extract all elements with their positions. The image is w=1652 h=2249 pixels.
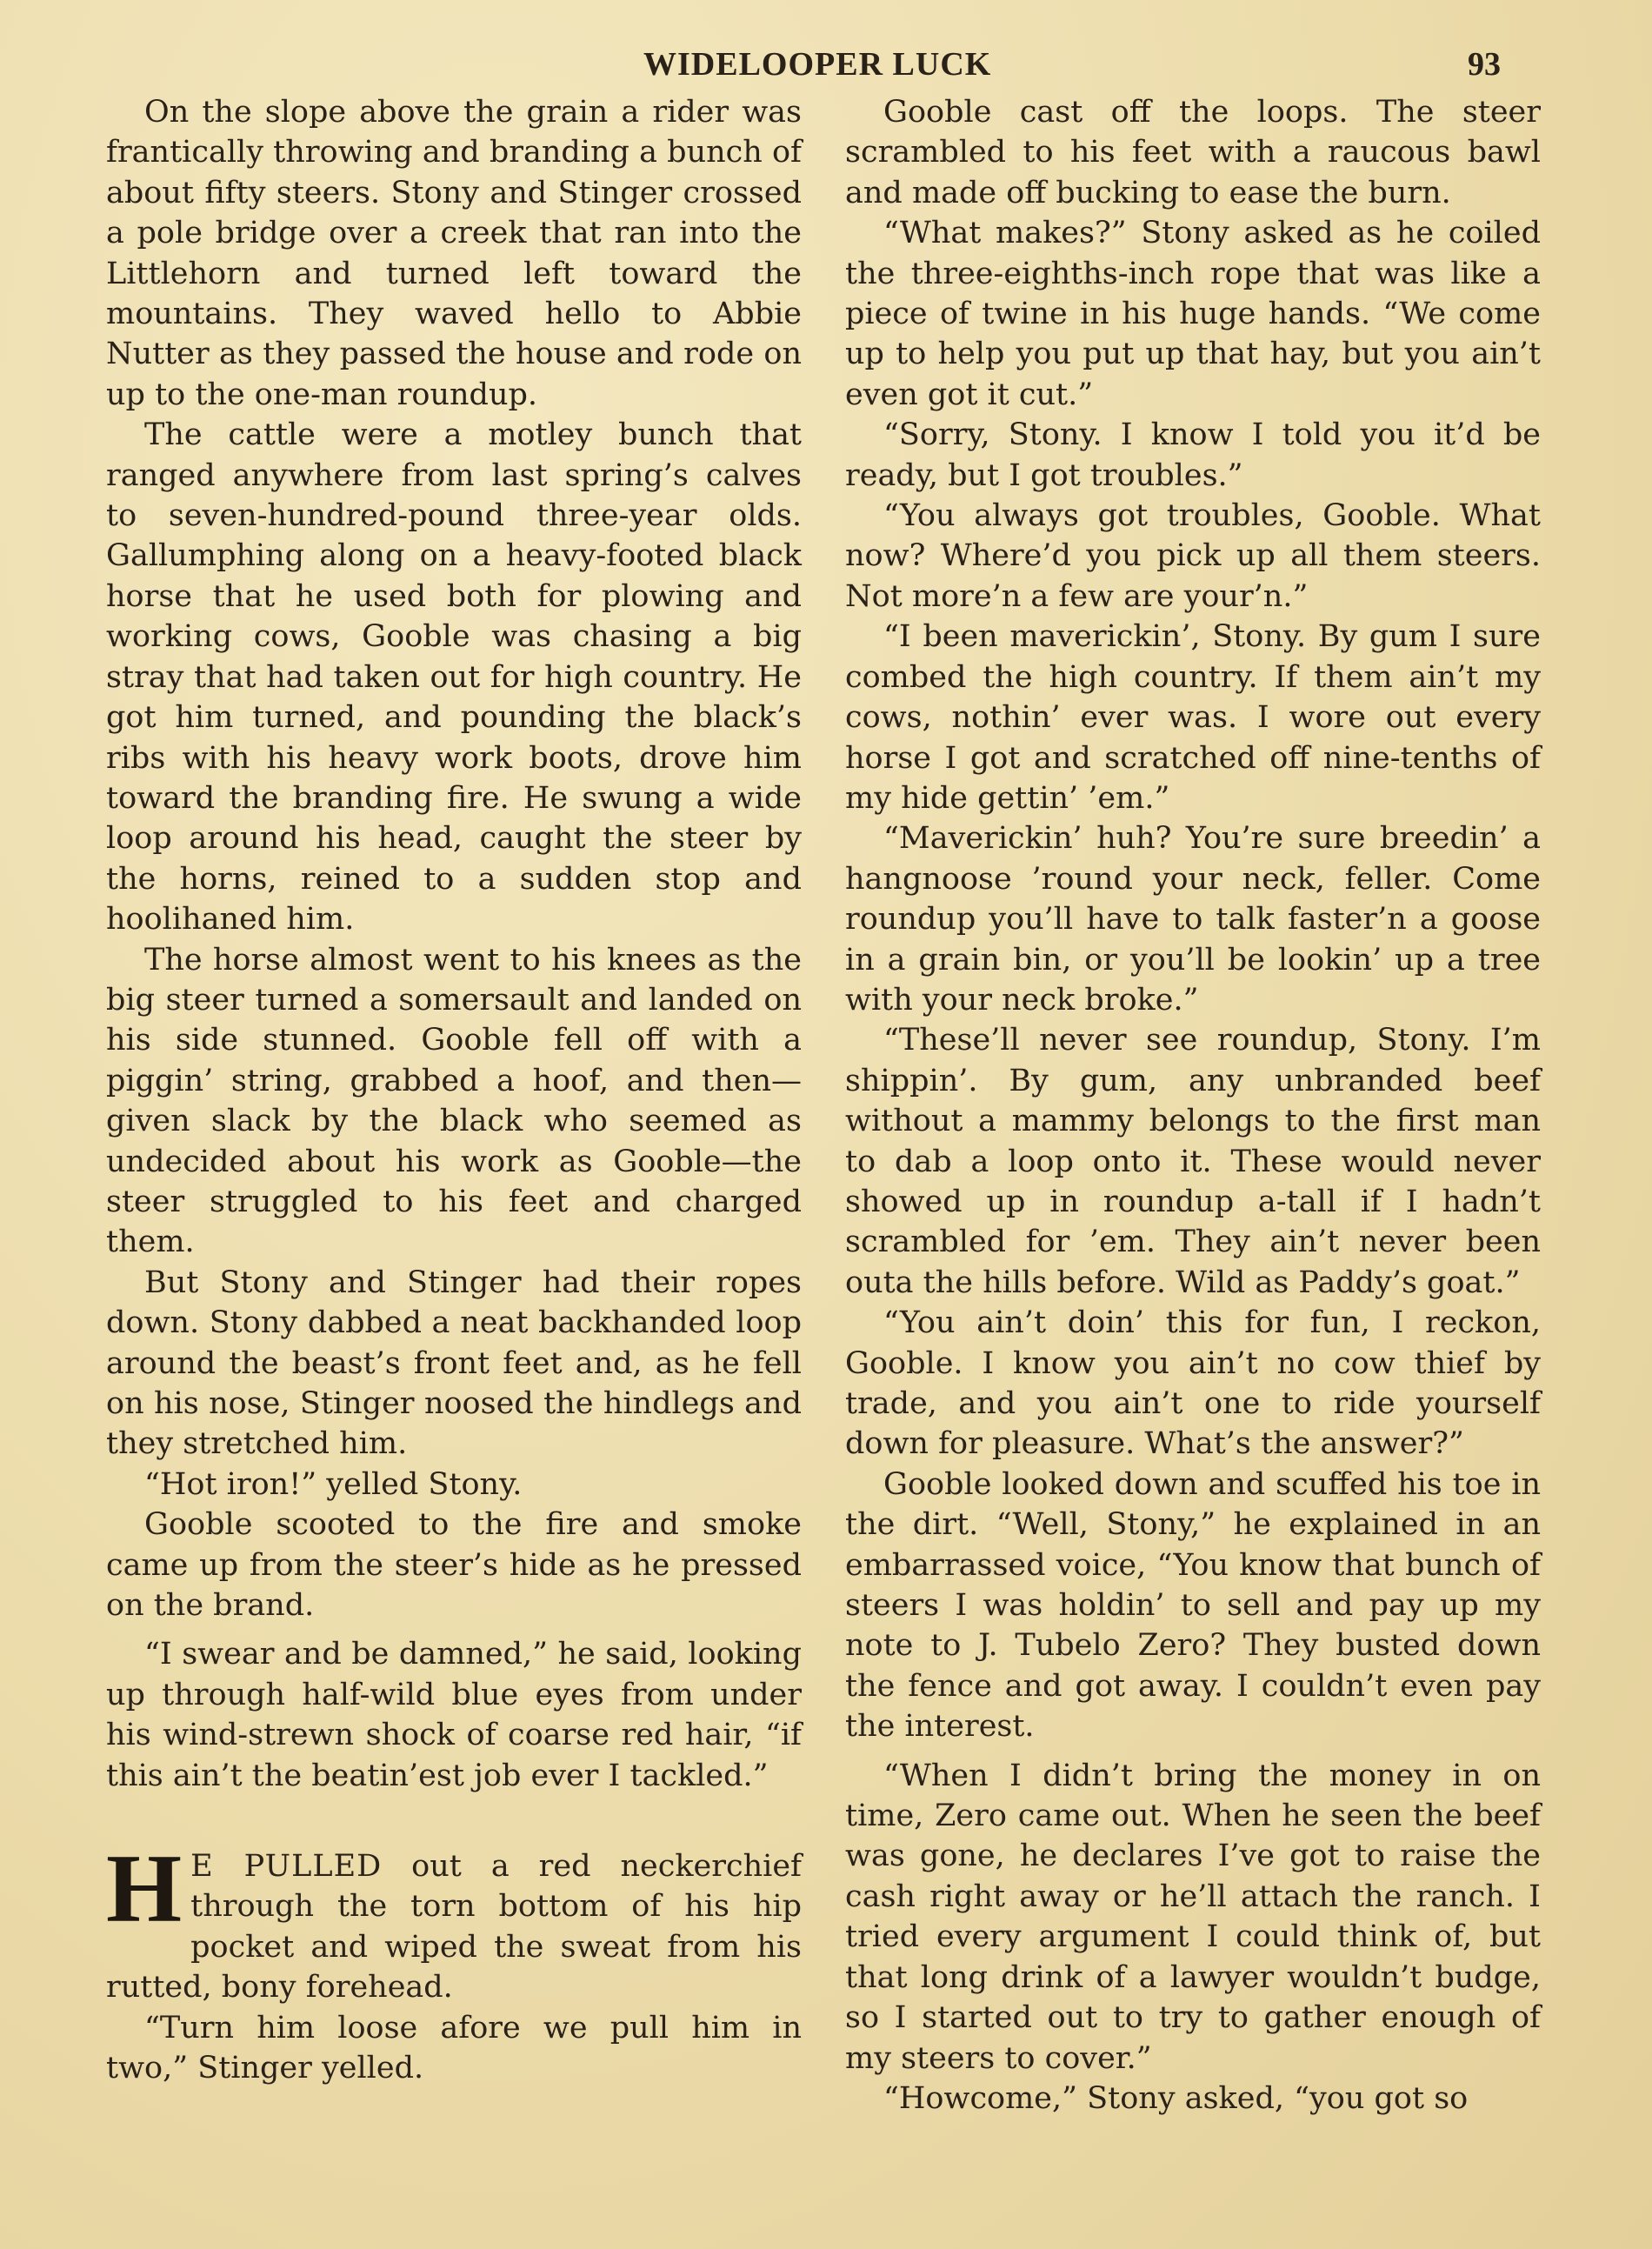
- paragraph: “Maverickin’ huh? You’re sure breedin’ a hangnoose ’round your neck, feller. Come roundup you’ll have to talk faster’n a goose in a grain bin, or you’ll be lookin’ up a tree with your neck broke.”: [845, 821, 1541, 1018]
- page-header: [0, 45, 1652, 89]
- paragraph: “Hot iron!” yelled Stony.: [144, 1466, 523, 1502]
- paragraph: “Sorry, Stony. I know I told you it’d be ready, but I got troubles.”: [845, 417, 1541, 493]
- drop-cap: H: [106, 1835, 183, 1944]
- paragraph: “You always got troubles, Gooble. What now? Where’d you pick up all them steers. Not more’n a few are your’n.”: [845, 498, 1541, 614]
- paragraph: Gooble scooted to the fire and smoke came up from the steer’s hide as he pressed on the brand.: [106, 1507, 802, 1624]
- paragraph: On the slope above the grain a rider was frantically throwing and branding a bunch of about fifty steers. Stony and Stinger crossed a pole bridge over a creek that ran into the Littlehorn and turned left toward the mountains. They waved hello to Abbie Nutter as they passed the house and rode on up to the one-man roundup.: [106, 95, 802, 412]
- paragraph: “When I didn’t bring the money in on time, Zero came out. When he seen the beef was gone, he declares I’ve got to raise the cash right away or he’ll attach the ranch. I tried every argument I could think of, but that long drink of a lawyer wouldn’t budge, so I started out to try to gather enough of my steers to cover.”: [845, 1758, 1541, 2076]
- paragraph: “You ain’t doin’ this for fun, I reckon, Gooble. I know you ain’t no cow thief by trade, and you ain’t one to ride yourself down for pleasure. What’s the answer?”: [845, 1305, 1541, 1462]
- section-start-paragraph: [106, 1835, 802, 2008]
- lead-in-text: E PULLED: [190, 1849, 383, 1885]
- left-column: [106, 92, 802, 2089]
- paragraph: “I been maverickin’, Stony. By gum I sure combed the high country. If them ain’t my cows, nothin’ ever was. I wore out every horse I got and scratched off nine-tenths of my hide gettin’ ’em.”: [845, 619, 1541, 816]
- page-number: 93: [1468, 46, 1501, 83]
- right-column: [845, 92, 1541, 2119]
- paragraph: “Howcome,” Stony asked, “you got so: [883, 2080, 1469, 2116]
- paragraph-text: out a red neckerchief through the torn bottom of his hip pocket and wiped the sweat from his rutted, bony forehead.: [106, 1849, 802, 2005]
- paragraph: Gooble looked down and scuffed his toe in the dirt. “Well, Stony,” he explained in an embarrassed voice, “You know that bunch of steers I was holdin’ to sell and pay up my note to J. Tubelo Zero? They busted down the fence and got away. I couldn’t even pay the interest.: [845, 1466, 1541, 1745]
- paragraph: The cattle were a motley bunch that ranged anywhere from last spring’s calves to seven-hundred-pound three-year olds. Gallumphing along on a heavy-footed black horse that he used both for plowing and working cows, Gooble was chasing a big stray that had taken out for high country. He got him turned, and pounding the black’s ribs with his heavy work boots, drove him toward the branding fire. He swung a wide loop around his head, caught the steer by the horns, reined to a sudden stop and hoolihaned him.: [106, 417, 802, 938]
- paragraph: “I swear and be damned,” he said, looking up through half-wild blue eyes from under his wind-strewn shock of coarse red hair, “if this ain’t the beatin’est job ever I tackled.”: [106, 1637, 802, 1793]
- paragraph: The horse almost went to his knees as the big steer turned a somersault and landed on his side stunned. Gooble fell off with a piggin’ string, grabbed a hoof, and then—given slack by the black who seemed as undecided about his work as Gooble—the steer struggled to his feet and charged them.: [106, 942, 802, 1260]
- running-title: WIDELOOPER LUCK: [643, 46, 992, 83]
- paragraph: “These’ll never see roundup, Stony. I’m shippin’. By gum, any unbranded beef without a mammy belongs to the first man to dab a loop onto it. These would never showed up in roundup a-tall if I hadn’t scrambled for ’em. They ain’t never been outa the hills before. Wild as Paddy’s goat.”: [845, 1023, 1541, 1300]
- paragraph: “Turn him loose afore we pull him in two,” Stinger yelled.: [106, 2010, 802, 2086]
- paragraph: But Stony and Stinger had their ropes down. Stony dabbed a neat backhanded loop around the beast’s front feet and, as he fell on his nose, Stinger noosed the hindlegs and they stretched him.: [106, 1265, 802, 1462]
- paragraph: “What makes?” Stony asked as he coiled the three-eighths-inch rope that was like a piece of twine in his huge hands. “We come up to help you put up that hay, but you ain’t even got it cut.”: [845, 216, 1541, 412]
- paragraph: Gooble cast off the loops. The steer scrambled to his feet with a raucous bawl and made off bucking to ease the burn.: [845, 95, 1541, 210]
